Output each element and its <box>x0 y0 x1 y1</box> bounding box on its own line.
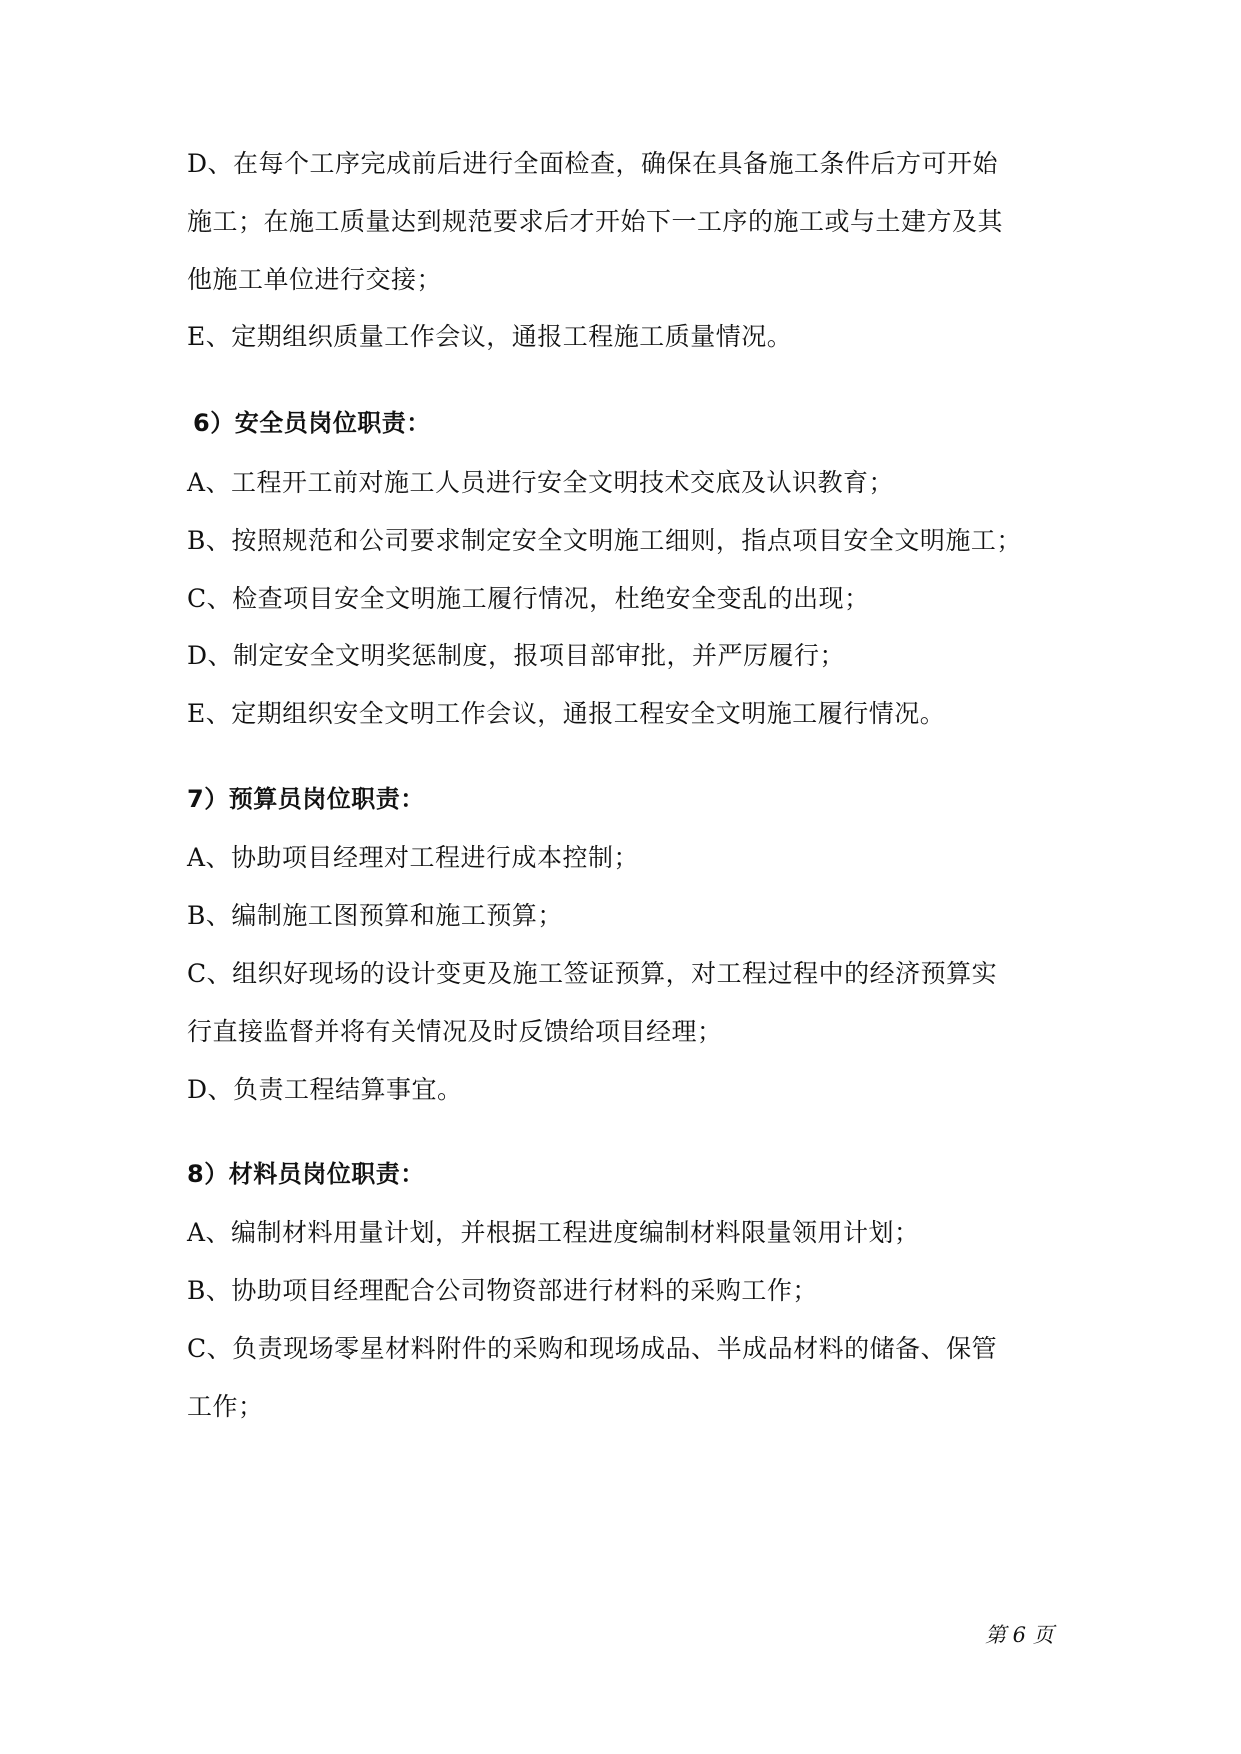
paragraph-line: D、制定安全文明奖惩制度，报项目部审批，并严厉履行； <box>187 641 846 670</box>
paragraph-line: D、负责工程结算事宜。 <box>187 1075 463 1104</box>
section-heading: 6）安全员岗位职责： <box>193 409 431 437</box>
section-heading: 7）预算员岗位职责： <box>187 785 425 813</box>
paragraph-line: C、组织好现场的设计变更及施工签证预算，对工程过程中的经济预算实 <box>187 959 998 988</box>
paragraph-line: A、协助项目经理对工程进行成本控制； <box>187 843 640 872</box>
paragraph-line: C、检查项目安全文明施工履行情况，杜绝安全变乱的出现； <box>187 584 870 613</box>
paragraph-line: 行直接监督并将有关情况及时反馈给项目经理； <box>187 1017 723 1046</box>
paragraph-line: B、协助项目经理配合公司物资部进行材料的采购工作； <box>187 1276 818 1305</box>
paragraph-line: E、定期组织质量工作会议，通报工程施工质量情况。 <box>187 322 793 351</box>
paragraph-line: A、编制材料用量计划，并根据工程进度编制材料限量领用计划； <box>187 1218 920 1247</box>
paragraph-line: C、负责现场零星材料附件的采购和现场成品、半成品材料的储备、保管 <box>187 1334 998 1363</box>
paragraph-line: 工作； <box>187 1392 264 1421</box>
paragraph-line: 他施工单位进行交接； <box>187 265 443 294</box>
page-number: 第 6 页 <box>985 1623 1054 1647</box>
paragraph-line: D、在每个工序完成前后进行全面检查，确保在具备施工条件后方可开始 <box>187 149 999 178</box>
paragraph-line: A、工程开工前对施工人员进行安全文明技术交底及认识教育； <box>187 468 895 497</box>
paragraph-line: B、编制施工图预算和施工预算； <box>187 901 563 930</box>
section-heading: 8）材料员岗位职责： <box>187 1160 425 1188</box>
paragraph-line: E、定期组织安全文明工作会议，通报工程安全文明施工履行情况。 <box>187 699 946 728</box>
paragraph-line: 施工；在施工质量达到规范要求后才开始下一工序的施工或与土建方及其 <box>187 207 1004 236</box>
paragraph-line: B、按照规范和公司要求制定安全文明施工细则，指点项目安全文明施工； <box>187 526 1022 555</box>
